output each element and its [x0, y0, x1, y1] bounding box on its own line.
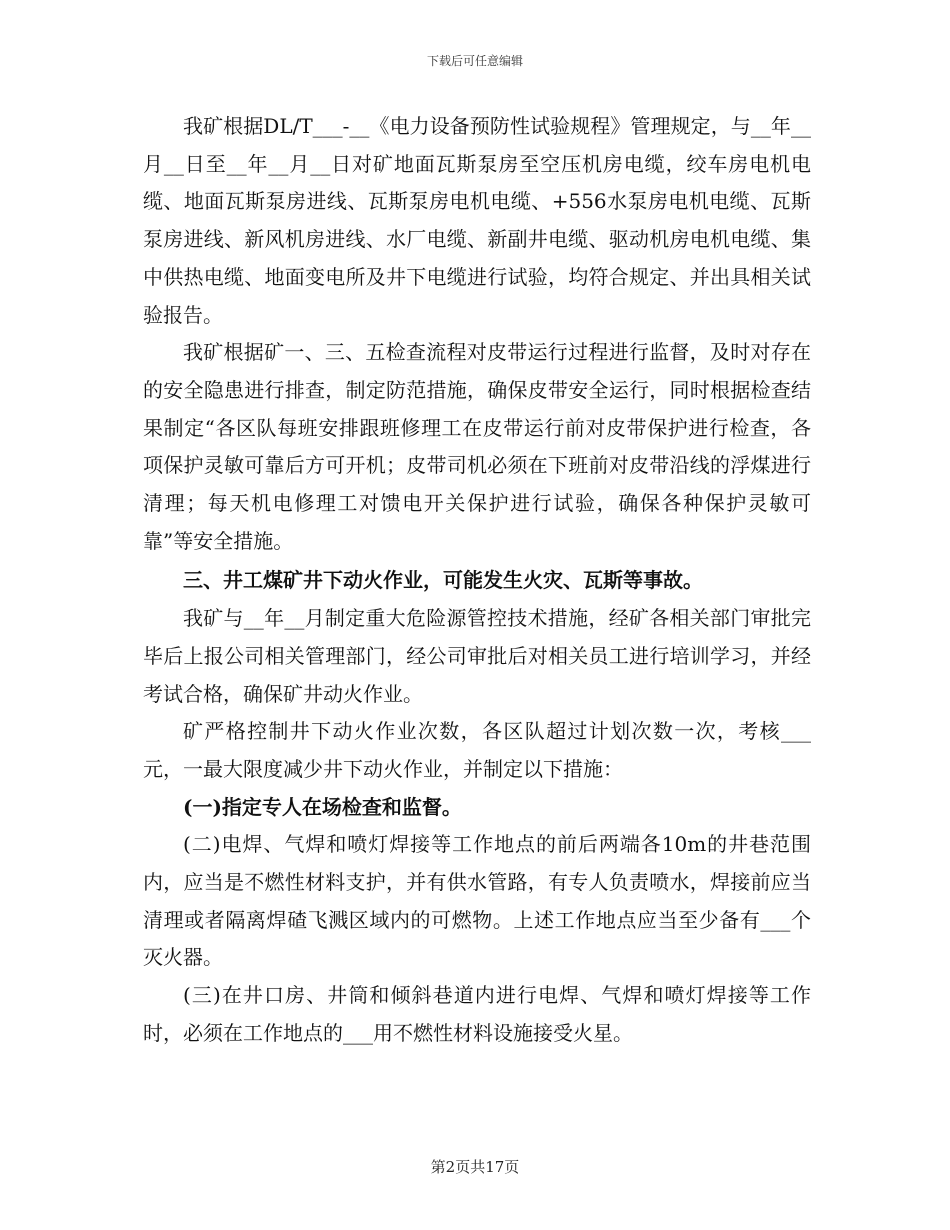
page-header: 下载后可任意编辑 [426, 54, 523, 68]
paragraph-cable-testing: 我矿根据DL/T___-__《电力设备预防性试验规程》管理规定，与__年__月__日至__年__月__日对矿地面瓦斯泵房至空压机房电缆，绞车房电机电缆、地面瓦斯泵房进线、瓦斯泵房电机电缆、+556水泵房电机电缆、瓦斯泵房进线、新风机房进线、水厂电缆、新副井电缆、驱动机房电机电缆、集中供热电缆、地面变电所及井下电缆进行试验，均符合规定、并出具相关试验报告。 [143, 114, 811, 327]
paragraph-belt-inspection: 我矿根据矿一、三、五检查流程对皮带运行过程进行监督，及时对存在的安全隐患进行排查，制定防范措施，确保皮带安全运行，同时根据检查结果制定“各区队每班安排跟班修理工在皮带运行前对皮带保护进行检查，各项保护灵敏可靠后方可开机；皮带司机必须在下班前对皮带沿线的浮煤进行清理；每天机电修理工对馈电开关保护进行试验，确保各种保护灵敏可靠”等安全措施。 [143, 340, 811, 553]
document-body [143, 108, 811, 1053]
section-heading-three: 三、井工煤矿井下动火作业，可能发生火灾、瓦斯等事故。 [183, 568, 703, 593]
sub-heading-one: (一)指定专人在场检查和监督。 [183, 794, 462, 819]
paragraph-item-three: (三)在井口房、井筒和倾斜巷道内进行电焊、气焊和喷灯焊接等工作时，必须在工作地点的___用不燃性材料设施接受火星。 [143, 983, 811, 1045]
page-footer: 第2页共17页 [430, 1158, 520, 1176]
paragraph-hazard-measures: 我矿与__年__月制定重大危险源管控技术措施，经矿各相关部门审批完毕后上报公司相关管理部门，经公司审批后对相关员工进行培训学习，并经考试合格，确保矿井动火作业。 [143, 606, 811, 706]
paragraph-item-two: (二)电焊、气焊和喷灯焊接等工作地点的前后两端各10m的井巷范围内，应当是不燃性材料支护，并有供水管路，有专人负责喷水，焊接前应当清理或者隔离焊碴飞溅区域内的可燃物。上述工作地点应当至少备有___个灭火器。 [143, 832, 811, 970]
paragraph-fire-control: 矿严格控制井下动火作业次数，各区队超过计划次数一次，考核___元，一最大限度减少井下动火作业，并制定以下措施： [143, 719, 811, 781]
